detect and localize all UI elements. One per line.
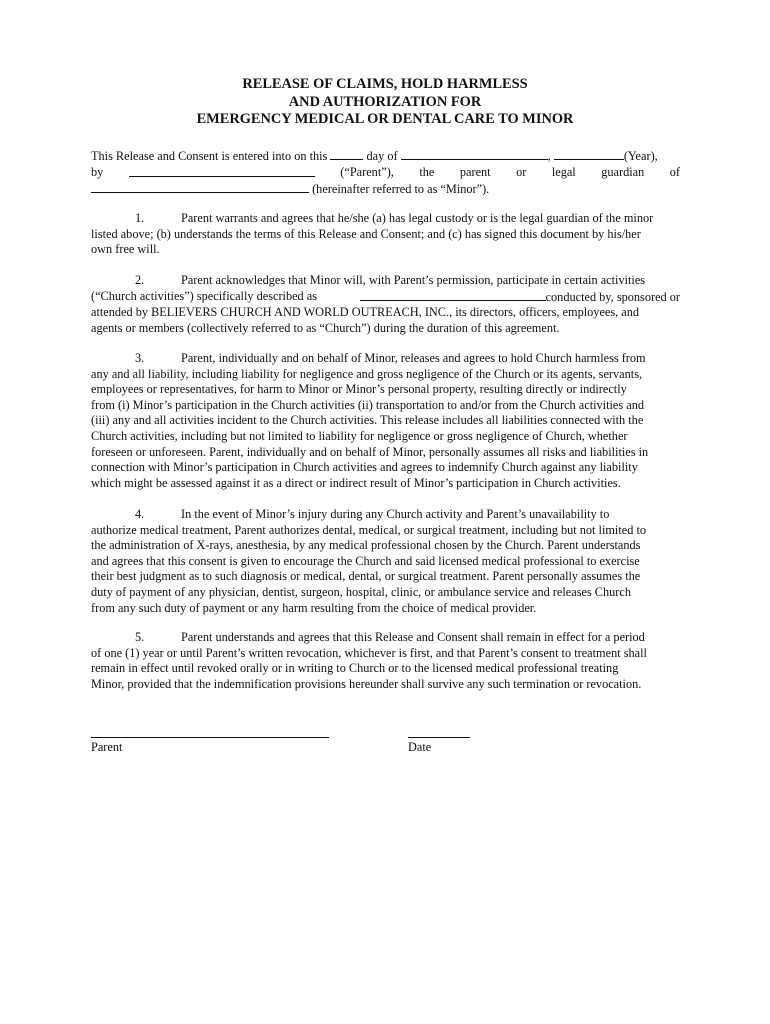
paragraph-line: any and all liability, including liability for negligence and gross negligence of the Church or its agents, servants,	[91, 366, 643, 381]
intro-text: the	[419, 164, 435, 179]
paragraph-line: from any such duty of payment or any harm resulting from the choice of medical provider.	[91, 600, 537, 615]
paragraph-line: own free will.	[91, 242, 160, 257]
intro-text: guardian	[601, 164, 645, 179]
intro-text: or	[516, 164, 527, 179]
paragraph-line: employees or representatives, for harm to Minor or Minor’s personal property, resulting directly or indirectly	[91, 382, 627, 397]
paragraph-line: (iii) any and all activities incident to the Church activities. This release includes all liabilities connected with the	[91, 413, 644, 428]
paragraph-text: Parent warrants and agrees that he/she (a) has legal custody or is the legal guardian of the minor	[181, 211, 654, 225]
paragraph-number: 1.	[135, 211, 145, 225]
paragraph-line: attended by BELIEVERS CHURCH AND WORLD OUTREACH, INC., its directors, officers, employees, and	[91, 305, 640, 320]
paragraph-line: connection with Minor’s participation in Church activities and agrees to indemnify Church against any liability	[91, 460, 638, 475]
paragraph-line: of one (1) year or until Parent’s written revocation, whichever is first, and that Parent’s consent to treatment shall	[91, 645, 647, 660]
paragraph-number: 3.	[135, 351, 145, 365]
parent-name-blank[interactable]	[129, 165, 315, 177]
paragraph-text: In the event of Minor’s injury during any Church activity and Parent’s unavailability to	[181, 507, 610, 521]
paragraph-line: duty of payment of any physician, dentist, surgeon, hospital, clinic, or ambulance service and releases Church	[91, 584, 632, 599]
paragraph-line: which might be assessed against it as a direct or indirect result of Minor’s participation in Church activities.	[91, 475, 621, 490]
paragraph-line: listed above; (b) understands the terms of this Release and Consent; and (c) has signed this document by his/her	[91, 226, 641, 241]
activities-blank[interactable]	[360, 289, 546, 301]
paragraph-line	[91, 507, 680, 523]
paragraph-line: the administration of X-rays, anesthesia, by any medical professional chosen by the Church. Parent understands	[91, 538, 641, 553]
month-blank[interactable]	[401, 148, 548, 160]
paragraph-line: agents or members (collectively referred to as “Church”) during the duration of this agreement.	[91, 320, 560, 335]
paragraph-number: 2.	[135, 273, 145, 287]
intro-text: (hereinafter referred to as “Minor”).	[312, 182, 490, 197]
paragraph-text: Parent understands and agrees that this Release and Consent shall remain in effect for a period	[181, 630, 645, 644]
intro-text: (“Parent”),	[340, 164, 394, 179]
intro-paragraph	[91, 148, 680, 198]
document-title	[90, 76, 680, 129]
paragraph-line	[91, 351, 680, 367]
paragraph-4	[91, 507, 680, 616]
intro-text: by	[91, 164, 104, 179]
paragraph-line	[91, 211, 680, 227]
paragraph-number: 5.	[135, 630, 145, 644]
paragraph-line: Church activities, including but not limited to liability for negligence or gross negligence of Church, whether	[91, 428, 628, 443]
intro-text: legal	[551, 164, 576, 179]
intro-line-2	[91, 165, 680, 182]
paragraph-text: conducted by, sponsored or	[545, 289, 680, 304]
title-line: RELEASE OF CLAIMS, HOLD HARMLESS	[242, 76, 528, 92]
title-line: AND AUTHORIZATION FOR	[288, 93, 482, 110]
intro-text: day of	[366, 149, 398, 163]
paragraph-line: from (i) Minor’s participation in the Church activities (ii) transportation to and/or from the Church activities and	[91, 397, 644, 412]
paragraph-line	[91, 630, 680, 646]
paragraph-line	[91, 289, 680, 306]
paragraph-3	[91, 351, 680, 491]
parent-signature-label: Parent	[91, 740, 123, 754]
intro-text: ,	[547, 149, 551, 163]
paragraph-2	[91, 273, 680, 336]
date-signature-line[interactable]	[408, 737, 470, 738]
paragraph-line: and agrees that this consent is given to encourage the Church and said licensed medical professional to exercise	[91, 553, 640, 568]
intro-text: This Release and Consent is entered into on this	[91, 149, 328, 163]
intro-text: parent	[459, 164, 491, 179]
paragraph-line: foreseen or unforeseen. Parent, individually and on behalf of Minor, personally assumes all risks and liabilities in	[91, 444, 649, 459]
paragraph-number: 4.	[135, 507, 145, 521]
day-blank[interactable]	[330, 148, 363, 160]
paragraph-5	[91, 630, 680, 692]
intro-line-1	[91, 148, 680, 165]
minor-name-blank[interactable]	[91, 181, 309, 193]
date-signature-label: Date	[408, 740, 432, 754]
paragraph-line	[91, 273, 680, 289]
paragraph-line: their best judgment as to such diagnosis or medical, dental, or surgical treatment. Parent personally assumes the	[91, 569, 641, 584]
intro-text: (Year),	[623, 149, 658, 163]
paragraph-1	[91, 211, 680, 258]
parent-signature-line[interactable]	[91, 737, 329, 738]
paragraph-text: Parent, individually and on behalf of Minor, releases and agrees to hold Church harmless from	[181, 351, 646, 365]
paragraph-text: (“Church activities”) specifically described as	[91, 288, 318, 303]
title-line: EMERGENCY MEDICAL OR DENTAL CARE TO MINOR	[196, 111, 574, 127]
paragraph-text: Parent acknowledges that Minor will, with Parent’s permission, participate in certain activities	[181, 273, 646, 287]
intro-text: of	[669, 164, 680, 179]
intro-line-3	[91, 181, 680, 198]
year-blank[interactable]	[554, 148, 624, 160]
paragraph-line: remain in effect until revoked orally or in writing to Church or to the licensed medical professional treating	[91, 661, 619, 676]
paragraph-line: authorize medical treatment, Parent authorizes dental, medical, or surgical treatment, including but not limited to	[91, 522, 647, 537]
paragraph-line: Minor, provided that the indemnification provisions hereunder shall survive any such termination or revocation.	[91, 676, 642, 691]
